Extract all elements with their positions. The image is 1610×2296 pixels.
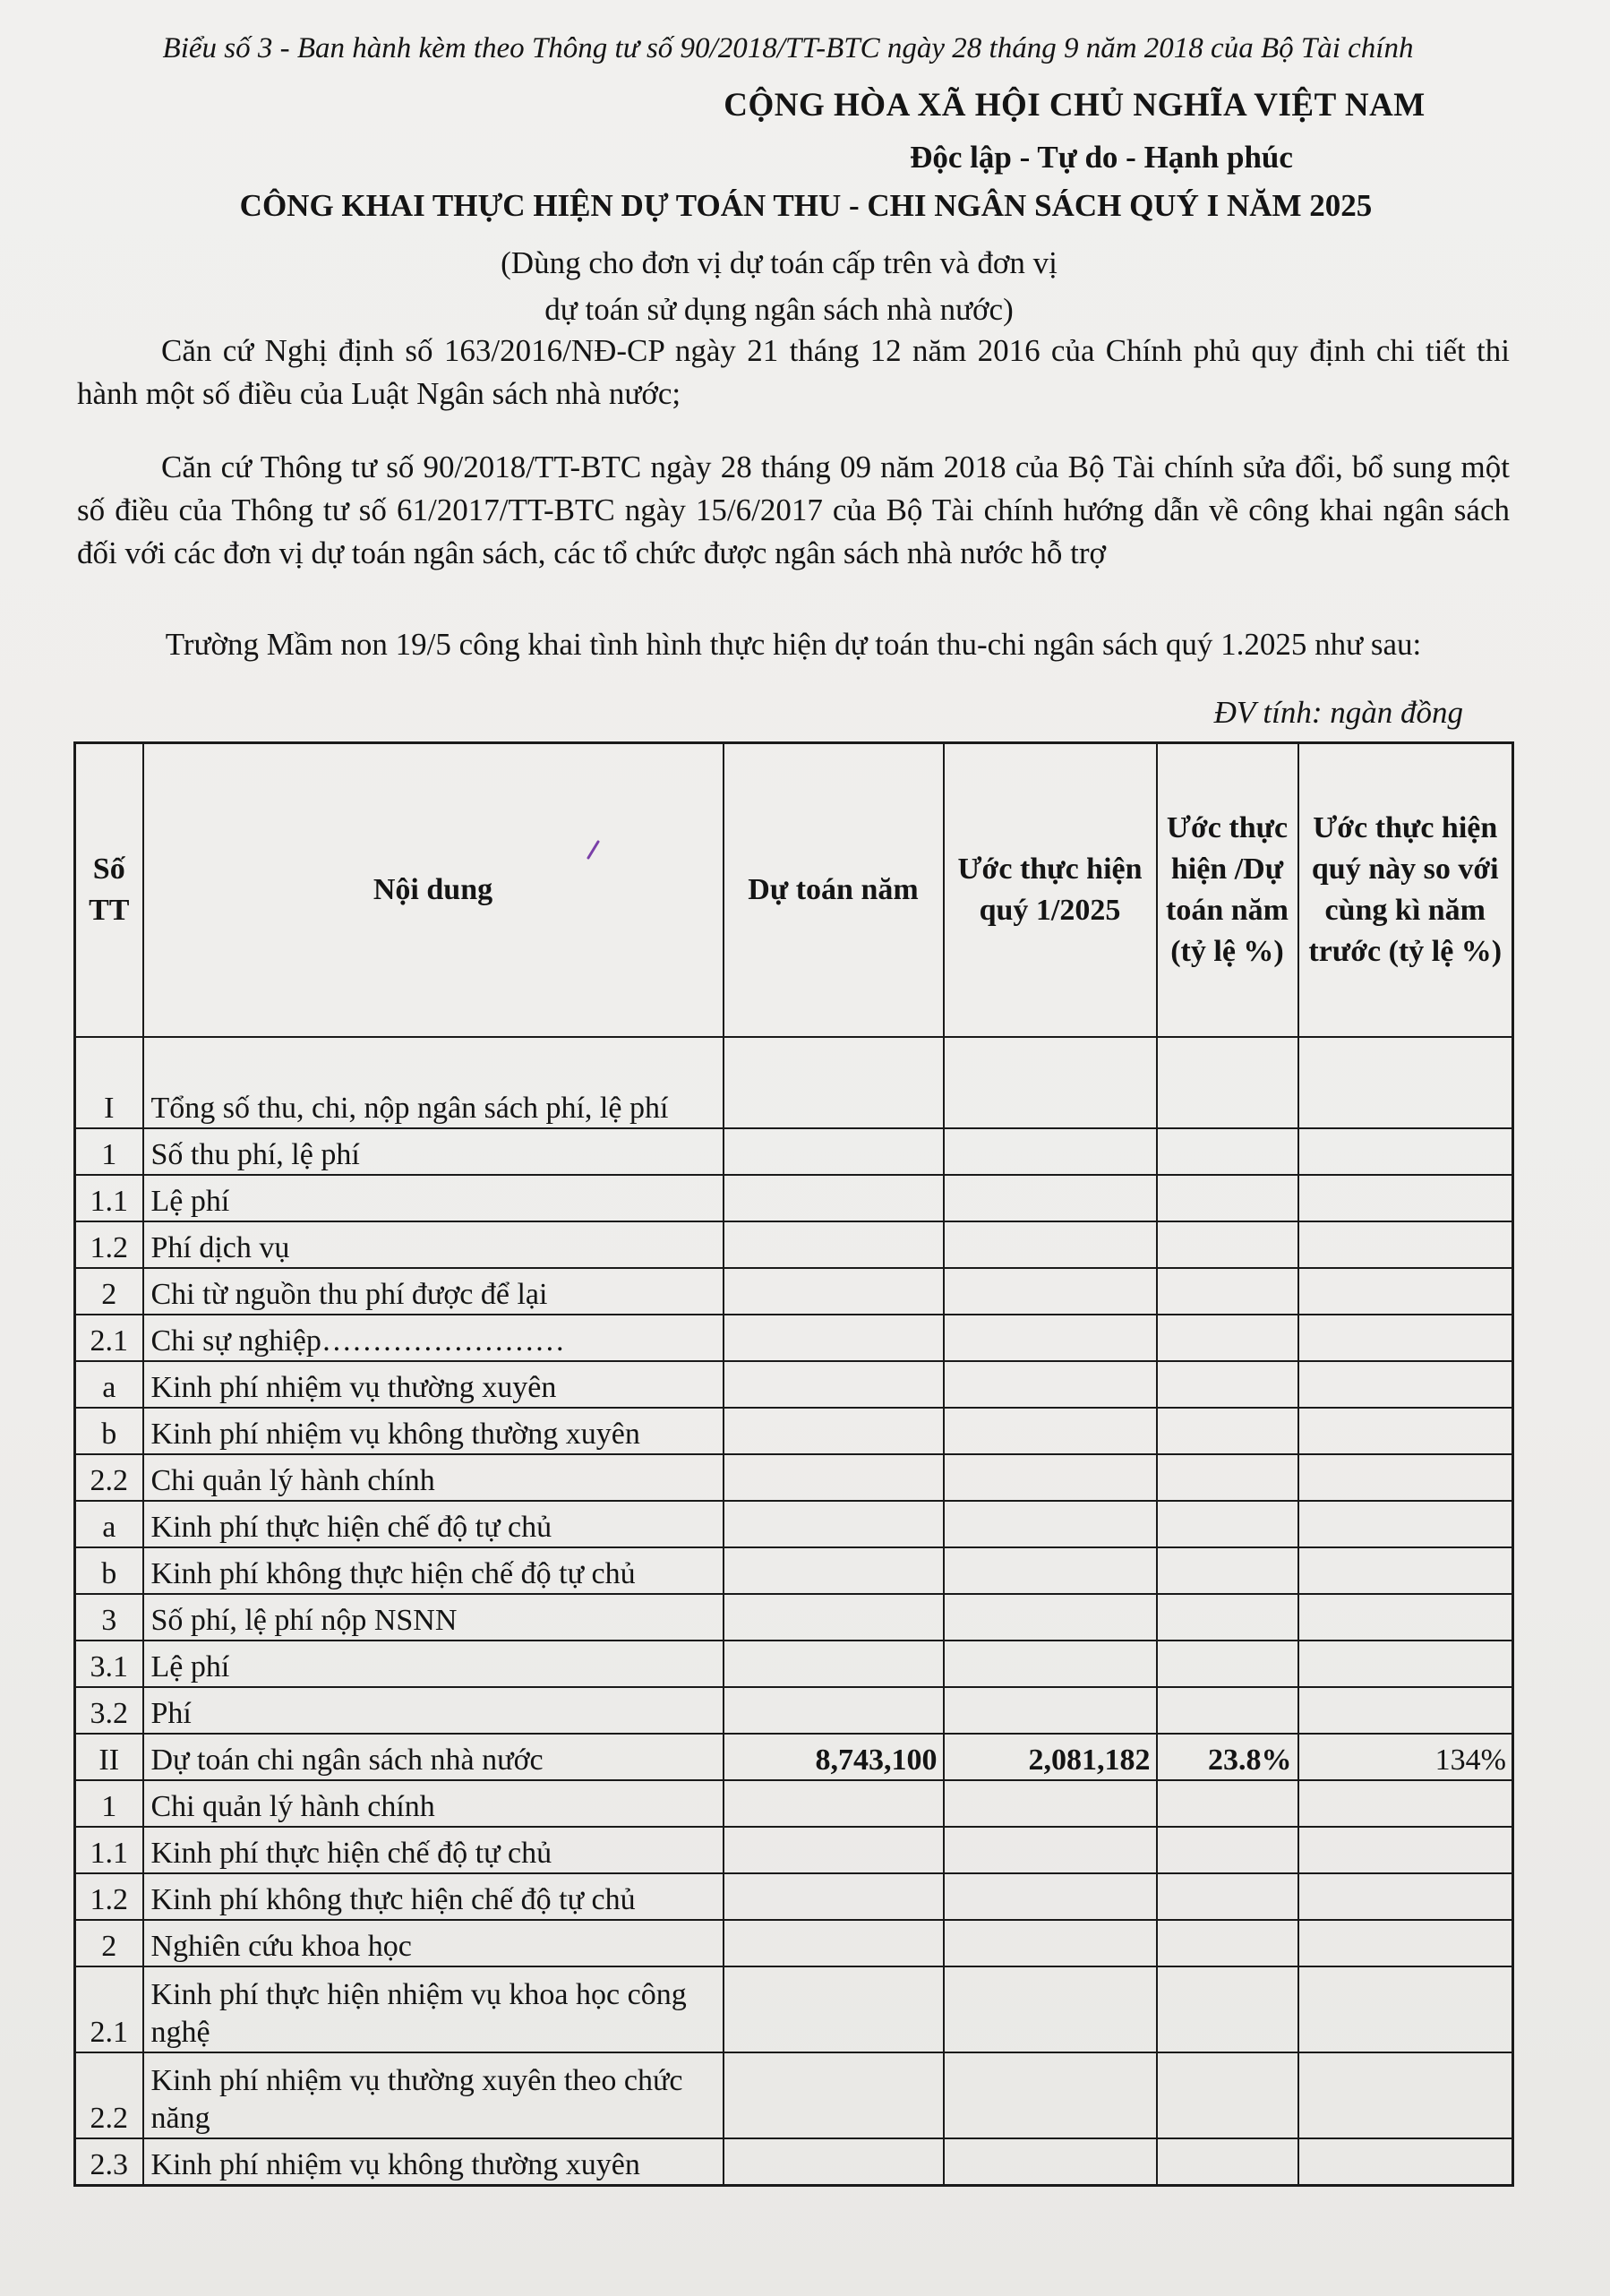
row-yoy: 134%	[1298, 1734, 1513, 1780]
row-yoy	[1298, 1594, 1513, 1641]
row-content: Kinh phí thực hiện nhiệm vụ khoa học công nghệ	[143, 1966, 724, 2052]
row-actual	[944, 1966, 1157, 2052]
row-yoy	[1298, 1501, 1513, 1547]
row-stt: 1.2	[75, 1221, 143, 1268]
row-ratio	[1157, 1501, 1298, 1547]
row-yoy	[1298, 1920, 1513, 1966]
row-ratio	[1157, 1687, 1298, 1734]
legal-basis-paragraph-2	[77, 446, 1510, 575]
column-header-content: Nội dung	[143, 743, 724, 1038]
table-row	[75, 1734, 1513, 1780]
row-yoy	[1298, 1175, 1513, 1221]
row-ratio	[1157, 1037, 1298, 1128]
national-motto: Độc lập - Tự do - Hạnh phúc	[910, 140, 1293, 175]
table-row	[75, 1315, 1513, 1361]
row-yoy	[1298, 1873, 1513, 1920]
row-actual	[944, 1594, 1157, 1641]
row-actual	[944, 1780, 1157, 1827]
form-note: Biểu số 3 - Ban hành kèm theo Thông tư số 90/2018/TT-BTC ngày 28 tháng 9 năm 2018 của Bộ Tài chính	[162, 32, 1414, 64]
row-content: Kinh phí thực hiện chế độ tự chủ	[143, 1501, 724, 1547]
row-stt: 3	[75, 1594, 143, 1641]
row-ratio	[1157, 1361, 1298, 1408]
row-content: Kinh phí nhiệm vụ không thường xuyên	[143, 1408, 724, 1454]
row-estimate	[724, 1780, 944, 1827]
row-ratio	[1157, 1920, 1298, 1966]
table-row	[75, 1780, 1513, 1827]
row-ratio	[1157, 1641, 1298, 1687]
row-stt: 3.2	[75, 1687, 143, 1734]
row-actual	[944, 1687, 1157, 1734]
row-actual	[944, 1361, 1157, 1408]
table-row	[75, 1641, 1513, 1687]
row-yoy	[1298, 1408, 1513, 1454]
row-estimate	[724, 1594, 944, 1641]
row-ratio	[1157, 1547, 1298, 1594]
row-content: Lệ phí	[143, 1175, 724, 1221]
row-ratio	[1157, 1454, 1298, 1501]
row-ratio	[1157, 1315, 1298, 1361]
row-ratio	[1157, 2052, 1298, 2138]
row-yoy	[1298, 2052, 1513, 2138]
row-stt: 1	[75, 1780, 143, 1827]
table-row	[75, 2052, 1513, 2138]
row-ratio	[1157, 2138, 1298, 2186]
row-ratio	[1157, 1873, 1298, 1920]
row-estimate	[724, 2138, 944, 2186]
row-content: Dự toán chi ngân sách nhà nước	[143, 1734, 724, 1780]
table-header-row	[75, 743, 1513, 1038]
row-stt: 1	[75, 1128, 143, 1175]
row-stt: a	[75, 1501, 143, 1547]
row-content: Số thu phí, lệ phí	[143, 1128, 724, 1175]
row-yoy	[1298, 2138, 1513, 2186]
row-actual	[944, 2052, 1157, 2138]
row-ratio	[1157, 1780, 1298, 1827]
row-estimate	[724, 1221, 944, 1268]
row-stt: 1.1	[75, 1827, 143, 1873]
row-stt: II	[75, 1734, 143, 1780]
row-content: Tổng số thu, chi, nộp ngân sách phí, lệ phí	[143, 1037, 724, 1128]
row-content: Chi quản lý hành chính	[143, 1454, 724, 1501]
row-ratio	[1157, 1408, 1298, 1454]
row-stt: 2.3	[75, 2138, 143, 2186]
budget-table	[73, 741, 1514, 2187]
row-yoy	[1298, 1687, 1513, 1734]
column-header-annual-estimate: Dự toán năm	[724, 743, 944, 1038]
row-yoy	[1298, 1641, 1513, 1687]
row-content: Kinh phí nhiệm vụ không thường xuyên	[143, 2138, 724, 2186]
row-estimate	[724, 1268, 944, 1315]
row-actual	[944, 1315, 1157, 1361]
row-yoy	[1298, 1037, 1513, 1128]
row-stt: 2.1	[75, 1315, 143, 1361]
table-row	[75, 1454, 1513, 1501]
row-stt: 2.1	[75, 1966, 143, 2052]
row-content: Phí dịch vụ	[143, 1221, 724, 1268]
national-title: CỘNG HÒA XÃ HỘI CHỦ NGHĨA VIỆT NAM	[724, 87, 1426, 124]
row-actual	[944, 1641, 1157, 1687]
row-stt: 2.2	[75, 1454, 143, 1501]
row-ratio	[1157, 1594, 1298, 1641]
row-estimate	[724, 1037, 944, 1128]
intro-statement: Trường Mầm non 19/5 công khai tình hình thực hiện dự toán thu-chi ngân sách quý 1.2025 như sau:	[165, 627, 1422, 662]
table-row	[75, 1175, 1513, 1221]
row-actual	[944, 1873, 1157, 1920]
row-actual	[944, 1268, 1157, 1315]
table-row	[75, 1827, 1513, 1873]
paragraph-1-text: Căn cứ Nghị định số 163/2016/NĐ-CP ngày 21 tháng 12 năm 2016 của Chính phủ quy định chi tiết thi hành một số điều của Luật Ngân sách nhà nước;	[77, 333, 1510, 411]
table-row	[75, 1501, 1513, 1547]
table-row	[75, 1037, 1513, 1128]
row-yoy	[1298, 1454, 1513, 1501]
row-yoy	[1298, 1315, 1513, 1361]
row-yoy	[1298, 1361, 1513, 1408]
row-yoy	[1298, 1128, 1513, 1175]
row-actual	[944, 1221, 1157, 1268]
table-row	[75, 1128, 1513, 1175]
row-stt: b	[75, 1408, 143, 1454]
row-yoy	[1298, 1268, 1513, 1315]
row-actual	[944, 1037, 1157, 1128]
row-content: Kinh phí thực hiện chế độ tự chủ	[143, 1827, 724, 1873]
row-content: Phí	[143, 1687, 724, 1734]
subtitle-line-2: dự toán sử dụng ngân sách nhà nước)	[544, 292, 1014, 327]
subtitle-line-1: (Dùng cho đơn vị dự toán cấp trên và đơn vị	[501, 245, 1058, 280]
paragraph-2-text: Căn cứ Thông tư số 90/2018/TT-BTC ngày 28 tháng 09 năm 2018 của Bộ Tài chính sửa đổi, bổ sung một số điều của Thông tư số 61/2017/TT-BTC ngày 15/6/2017 của Bộ Tài chính hướng dẫn về công khai ngân sách đối với các đơn vị dự toán ngân sách, các tổ chức được ngân sách nhà nước hỗ trợ	[77, 450, 1510, 570]
row-actual	[944, 2138, 1157, 2186]
table-row	[75, 1920, 1513, 1966]
row-actual	[944, 1454, 1157, 1501]
column-header-ratio: Ước thực hiện /Dự toán năm (tỷ lệ %)	[1157, 743, 1298, 1038]
row-ratio	[1157, 1221, 1298, 1268]
row-stt: 1.1	[75, 1175, 143, 1221]
table-row	[75, 1268, 1513, 1315]
table-row	[75, 1594, 1513, 1641]
row-actual	[944, 1547, 1157, 1594]
row-content: Kinh phí nhiệm vụ thường xuyên theo chức năng	[143, 2052, 724, 2138]
row-actual	[944, 1128, 1157, 1175]
row-estimate	[724, 1641, 944, 1687]
row-estimate	[724, 1454, 944, 1501]
row-yoy	[1298, 1547, 1513, 1594]
row-ratio	[1157, 1175, 1298, 1221]
table-row	[75, 1547, 1513, 1594]
row-stt: 2	[75, 1268, 143, 1315]
row-yoy	[1298, 1780, 1513, 1827]
row-estimate	[724, 2052, 944, 2138]
row-actual	[944, 1920, 1157, 1966]
row-content: Chi từ nguồn thu phí được để lại	[143, 1268, 724, 1315]
row-yoy	[1298, 1221, 1513, 1268]
column-header-q1-actual: Ước thực hiện quý 1/2025	[944, 743, 1157, 1038]
legal-basis-paragraph-1	[77, 330, 1510, 416]
row-stt: 2.2	[75, 2052, 143, 2138]
table-row	[75, 1408, 1513, 1454]
row-estimate	[724, 1873, 944, 1920]
row-ratio	[1157, 1128, 1298, 1175]
row-estimate	[724, 1966, 944, 2052]
table-row	[75, 1966, 1513, 2052]
row-content: Nghiên cứu khoa học	[143, 1920, 724, 1966]
row-ratio: 23.8%	[1157, 1734, 1298, 1780]
table-row	[75, 1873, 1513, 1920]
row-yoy	[1298, 1966, 1513, 2052]
row-content: Kinh phí nhiệm vụ thường xuyên	[143, 1361, 724, 1408]
row-estimate	[724, 1361, 944, 1408]
row-content: Kinh phí không thực hiện chế độ tự chủ	[143, 1873, 724, 1920]
row-ratio	[1157, 1268, 1298, 1315]
row-actual	[944, 1175, 1157, 1221]
table-row	[75, 1361, 1513, 1408]
table-row	[75, 1221, 1513, 1268]
row-actual	[944, 1827, 1157, 1873]
column-header-yoy: Ước thực hiện quý này so với cùng kì năm trước (tỷ lệ %)	[1298, 743, 1513, 1038]
row-estimate	[724, 1920, 944, 1966]
row-content: Lệ phí	[143, 1641, 724, 1687]
row-estimate: 8,743,100	[724, 1734, 944, 1780]
unit-label: ĐV tính: ngàn đồng	[1213, 695, 1463, 730]
column-header-stt: Số TT	[75, 743, 143, 1038]
row-content: Số phí, lệ phí nộp NSNN	[143, 1594, 724, 1641]
row-actual	[944, 1408, 1157, 1454]
row-estimate	[724, 1687, 944, 1734]
row-content: Chi quản lý hành chính	[143, 1780, 724, 1827]
row-yoy	[1298, 1827, 1513, 1873]
table-row	[75, 1687, 1513, 1734]
row-stt: b	[75, 1547, 143, 1594]
row-actual: 2,081,182	[944, 1734, 1157, 1780]
row-ratio	[1157, 1827, 1298, 1873]
row-content: Chi sự nghiệp……………………	[143, 1315, 724, 1361]
document-title: CÔNG KHAI THỰC HIỆN DỰ TOÁN THU - CHI NGÂN SÁCH QUÝ I NĂM 2025	[239, 188, 1373, 223]
row-estimate	[724, 1128, 944, 1175]
row-estimate	[724, 1315, 944, 1361]
row-estimate	[724, 1175, 944, 1221]
row-ratio	[1157, 1966, 1298, 2052]
row-stt: 1.2	[75, 1873, 143, 1920]
row-estimate	[724, 1547, 944, 1594]
row-estimate	[724, 1408, 944, 1454]
row-stt: a	[75, 1361, 143, 1408]
row-estimate	[724, 1827, 944, 1873]
row-stt: I	[75, 1037, 143, 1128]
row-stt: 2	[75, 1920, 143, 1966]
row-actual	[944, 1501, 1157, 1547]
table-row	[75, 2138, 1513, 2186]
row-stt: 3.1	[75, 1641, 143, 1687]
row-estimate	[724, 1501, 944, 1547]
row-content: Kinh phí không thực hiện chế độ tự chủ	[143, 1547, 724, 1594]
